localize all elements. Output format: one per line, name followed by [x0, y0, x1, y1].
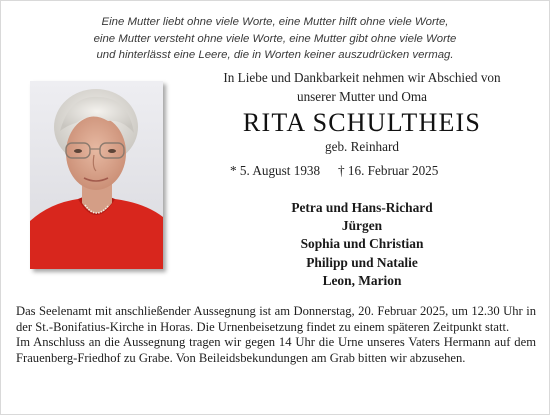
service-notice	[16, 304, 536, 367]
death-date: † 16. Februar 2025	[338, 163, 439, 178]
deceased-name: RITA SCHULTHEIS	[242, 108, 482, 137]
mourner-line: Sophia und Christian	[300, 236, 424, 252]
portrait-photo	[30, 81, 163, 269]
mourner-line: Petra und Hans-Richard	[291, 200, 433, 215]
poem-line: Eine Mutter liebt ohne viele Worte, eine Mutter hilft ohne viele Worte,	[101, 16, 449, 28]
mourner-line: Leon, Marion	[322, 272, 402, 288]
intro-line: In Liebe und Dankbarkeit nehmen wir Abschied von	[223, 70, 501, 85]
mourners-list	[172, 199, 550, 290]
intro-line: unserer Mutter und Oma	[296, 89, 427, 104]
birth-date: * 5. August 1938	[230, 163, 321, 178]
poem	[0, 14, 550, 64]
mourner-line: Jürgen	[341, 218, 383, 234]
intro-text	[172, 68, 550, 106]
mourner-line: Philipp und Natalie	[306, 254, 418, 270]
maiden-name: geb. Reinhard	[325, 139, 399, 154]
poem-line: und hinterlässt eine Leere, die in Worten keiner auszudrücken vermag.	[96, 49, 454, 61]
notice-paragraph: Im Anschluss an die Aussegnung tragen wir gegen 14 Uhr die Urne unseres Vaters Hermann auf dem Frauenberg-Friedhof zu Grabe. Von Beileidsbekundungen am Grab bitten wir abzusehen.	[16, 335, 536, 366]
notice-paragraph: Das Seelenamt mit anschließender Aussegnung ist am Donnerstag, 20. Februar 2025, um 12.30 Uhr in der St.-Bonifatius-Kirche in Horas. Die Urnenbeisetzung findet zu einem späteren Zeitpunkt statt.	[16, 304, 536, 334]
poem-line: eine Mutter versteht ohne viele Worte, eine Mutter gibt ohne viele Worte	[93, 32, 457, 45]
